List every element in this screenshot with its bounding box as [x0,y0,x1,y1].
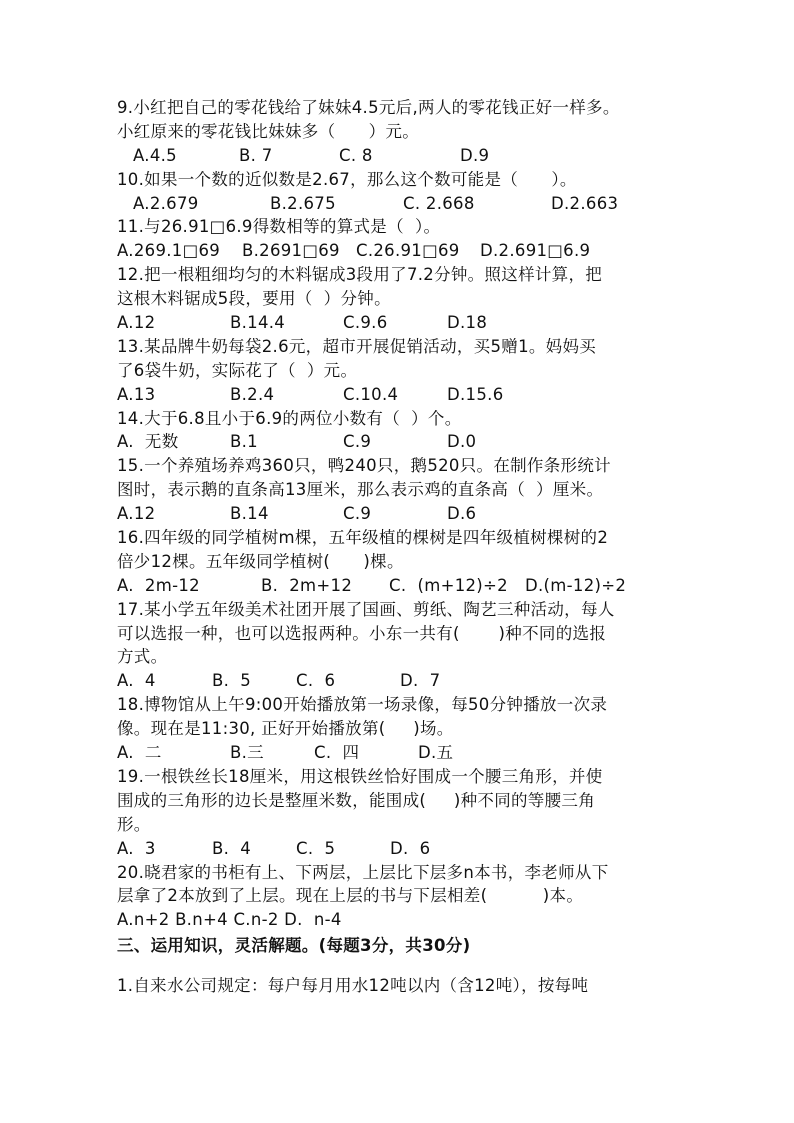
question-18 [117,693,717,765]
option-b[interactable]: B. 2m+12 [261,575,353,595]
question-text: 这根木料锯成5段，要用（ ）分钟。 [117,289,391,309]
question-text: 16.四年级的同学植树m棵，五年级植的棵树是四年级植树棵树的2 [117,528,609,548]
option-a[interactable]: A.269.1□69 [117,241,221,261]
option-c[interactable]: C. 2.668 [403,193,475,213]
option-a[interactable]: A.12 [117,504,156,524]
options-row [117,574,717,598]
option-b[interactable]: B.三 [230,743,264,763]
option-c[interactable]: C.9.6 [343,313,388,333]
question-12 [117,263,717,335]
options-row [117,144,717,168]
options-row [117,311,717,335]
question-text: 10.如果一个数的近似数是2.67，那么这个数可能是（ ）。 [117,169,577,189]
option-b[interactable]: B.2.675 [270,193,336,213]
option-c[interactable]: C. (m+12)÷2 [389,575,508,595]
question-text: 11.与26.91□6.9得数相等的算式是（ ）。 [117,217,441,237]
option-d[interactable]: D.2.663 [551,193,619,213]
options-row [117,502,717,526]
options-row [117,741,717,765]
option-d[interactable]: D. 7 [400,671,441,691]
option-d[interactable]: D.2.691□6.9 [480,241,591,261]
question-20 [117,861,717,933]
question-text: 小红原来的零花钱比妹妹多（ ）元。 [117,121,420,141]
option-a[interactable]: A.4.5 [133,145,177,165]
option-d[interactable]: D.9 [460,145,490,165]
option-a[interactable]: A.13 [117,384,156,404]
question-9 [117,96,717,168]
option-c[interactable]: C.9 [343,432,372,452]
option-d[interactable]: D.0 [447,432,477,452]
options-row [117,837,717,861]
option-a[interactable]: A. 3 [117,838,156,858]
option-d[interactable]: D. 6 [390,838,431,858]
question-text: 层拿了2本放到了上层。现在上层的书与下层相差( )本。 [117,886,584,906]
option-b[interactable]: B.2691□69 [242,241,340,261]
question-16 [117,526,717,598]
option-d[interactable]: D.(m-12)÷2 [525,575,627,595]
option-a[interactable]: A. 2m-12 [117,575,200,595]
exam-page [117,96,717,998]
question-19 [117,765,717,861]
option-a[interactable]: A. 4 [117,671,156,691]
option-a[interactable]: A.2.679 [133,193,199,213]
option-c[interactable]: C. 四 [314,743,360,763]
option-d[interactable]: D.五 [418,743,454,763]
option-a[interactable]: A.12 [117,313,156,333]
question-14 [117,407,717,455]
spacer [117,958,717,974]
option-a[interactable]: A. 二 [117,743,162,763]
question-15 [117,454,717,526]
options-row [117,383,717,407]
question-text: 17.某小学五年级美术社团开展了国画、剪纸、陶艺三种活动，每人 [117,599,615,619]
question-text: 图时，表示鹅的直条高13厘米，那么表示鸡的直条高（ ）厘米。 [117,480,604,500]
problem-1-text: 1.自来水公司规定：每户每月用水12吨以内（含12吨），按每吨 [117,976,589,996]
question-text: 可以选报一种，也可以选报两种。小东一共有( )种不同的选报 [117,623,607,643]
option-b[interactable]: B.1 [230,432,258,452]
option-b[interactable]: B.14 [230,504,269,524]
options-row [117,239,717,263]
section-title: 三、运用知识，灵活解题。(每题3分，共30分) [117,936,471,956]
question-text: 围成的三角形的边长是整厘米数，能围成( )种不同的等腰三角 [117,790,595,810]
question-text: 像。现在是11:30, 正好开始播放第( )场。 [117,719,454,739]
question-text: 了6袋牛奶，实际花了（ ）元。 [117,360,358,380]
option-c[interactable]: C. 8 [339,145,373,165]
question-text: 12.把一根粗细均匀的木料锯成3段用了7.2分钟。照这样计算，把 [117,265,603,285]
option-b[interactable]: B.14.4 [230,313,286,333]
question-text: 倍少12棵。五年级同学植树( )棵。 [117,551,404,571]
option-b[interactable]: B.2.4 [230,384,275,404]
option-c[interactable]: C.9 [343,504,372,524]
option-c[interactable]: C.26.91□69 [356,241,460,261]
question-text: 13.某品牌牛奶每袋2.6元，超市开展促销活动，买5赠1。妈妈买 [117,336,597,356]
option-d[interactable]: D.18 [447,313,488,333]
question-17 [117,598,717,694]
question-11 [117,215,717,263]
option-d[interactable]: D.6 [447,504,477,524]
option-d[interactable]: D.15.6 [447,384,504,404]
option-c[interactable]: C. 6 [296,671,336,691]
question-text: 9.小红把自己的零花钱给了妹妹4.5元后,两人的零花钱正好一样多。 [117,98,620,117]
options-row [117,430,717,454]
question-text: 15.一个养殖场养鸡360只，鸭240只，鹅520只。在制作条形统计 [117,456,611,476]
question-text: 18.博物馆从上午9:00开始播放第一场录像，每50分钟播放一次录 [117,695,608,715]
options-row [117,669,717,693]
question-10 [117,168,717,216]
question-text: 形。 [117,814,151,834]
option-b[interactable]: B. 4 [212,838,252,858]
option-c[interactable]: C. 5 [296,838,336,858]
options-inline[interactable]: A.n+2 B.n+4 C.n-2 D. n-4 [117,910,342,930]
question-text: 方式。 [117,647,168,667]
option-b[interactable]: B. 7 [239,145,273,165]
question-13 [117,335,717,407]
options-row [117,192,717,216]
option-c[interactable]: C.10.4 [343,384,399,404]
question-text: 19.一根铁丝长18厘米，用这根铁丝恰好围成一个腰三角形，并使 [117,766,603,786]
option-b[interactable]: B. 5 [212,671,252,691]
question-text: 14.大于6.8且小于6.9的两位小数有（ ）个。 [117,408,462,428]
option-a[interactable]: A. 无数 [117,432,179,452]
question-text: 20.晓君家的书柜有上、下两层，上层比下层多n本书，李老师从下 [117,862,609,882]
